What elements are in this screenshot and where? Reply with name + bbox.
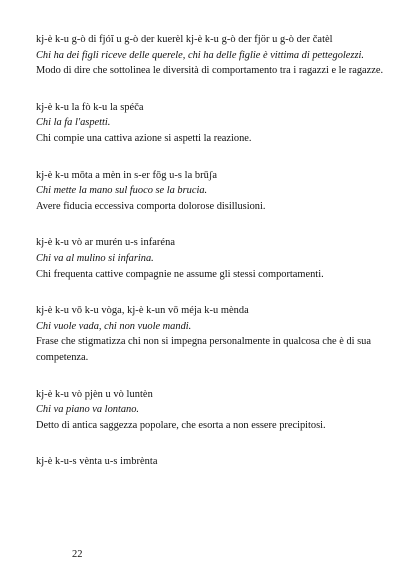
proverb-entry xyxy=(36,387,386,434)
proverb-entry xyxy=(36,168,386,215)
proverb-entry xyxy=(36,32,386,79)
italian-translation: Chi ha dei figli riceve delle querele, chi ha delle figlie è vittima di pettegolezzi. xyxy=(36,49,364,61)
dialect-text: kj-è k-u vò pjèn u vò luntèn xyxy=(36,388,153,400)
page-number: 22 xyxy=(72,549,83,560)
dialect-text: kj-è k-u mōta a mèn in s-er fōg u-s la brūʃa xyxy=(36,169,218,181)
explanation-text: Detto di antica saggezza popolare, che esorta a non essere precipitosi. xyxy=(36,419,326,431)
dialect-text: kj-è k-u g-ò di fjóĭ u g-ò der kuerèl kj-è k-u g-ò der fjör u g-ò der čatèl xyxy=(36,34,333,45)
italian-translation: Chi la fa l'aspetti. xyxy=(36,117,111,129)
proverb-entry xyxy=(36,303,386,365)
italian-translation: Chi mette la mano sul fuoco se la brucia. xyxy=(36,185,208,197)
explanation-text: Chi frequenta cattive compagnie ne assume gli stessi comportamenti. xyxy=(36,268,324,280)
explanation-text: Avere fiducia eccessiva comporta dolorose disillusioni. xyxy=(36,200,266,212)
italian-translation: Chi va piano va lontano. xyxy=(36,404,140,416)
dialect-text: kj-è k-u vō k-u vòga, kj-è k-un vō méja k-u mènda xyxy=(36,305,249,317)
explanation-text: Frase che stigmatizza chi non si impegna personalmente in qualcosa che è di sua competenza. xyxy=(36,336,371,363)
proverb-list xyxy=(36,32,386,491)
proverb-entry xyxy=(36,454,386,470)
explanation-text: Chi compie una cattiva azione si aspetti la reazione. xyxy=(36,132,252,144)
proverb-entry xyxy=(36,235,386,282)
proverb-entry xyxy=(36,100,386,147)
explanation-text: Modo di dire che sottolinea le diversità di comportamento tra i ragazzi e le ragazze. xyxy=(36,65,384,77)
italian-translation: Chi va al mulino si infarina. xyxy=(36,252,154,264)
dialect-text: kj-è k-u-s vènta u-s imbrènta xyxy=(36,456,158,468)
dialect-text: kj-è k-u la fò k-u la spéča xyxy=(36,101,144,113)
italian-translation: Chi vuole vada, chi non vuole mandi. xyxy=(36,320,192,332)
dialect-text: kj-è k-u vò ar murén u-s infaréna xyxy=(36,237,175,249)
